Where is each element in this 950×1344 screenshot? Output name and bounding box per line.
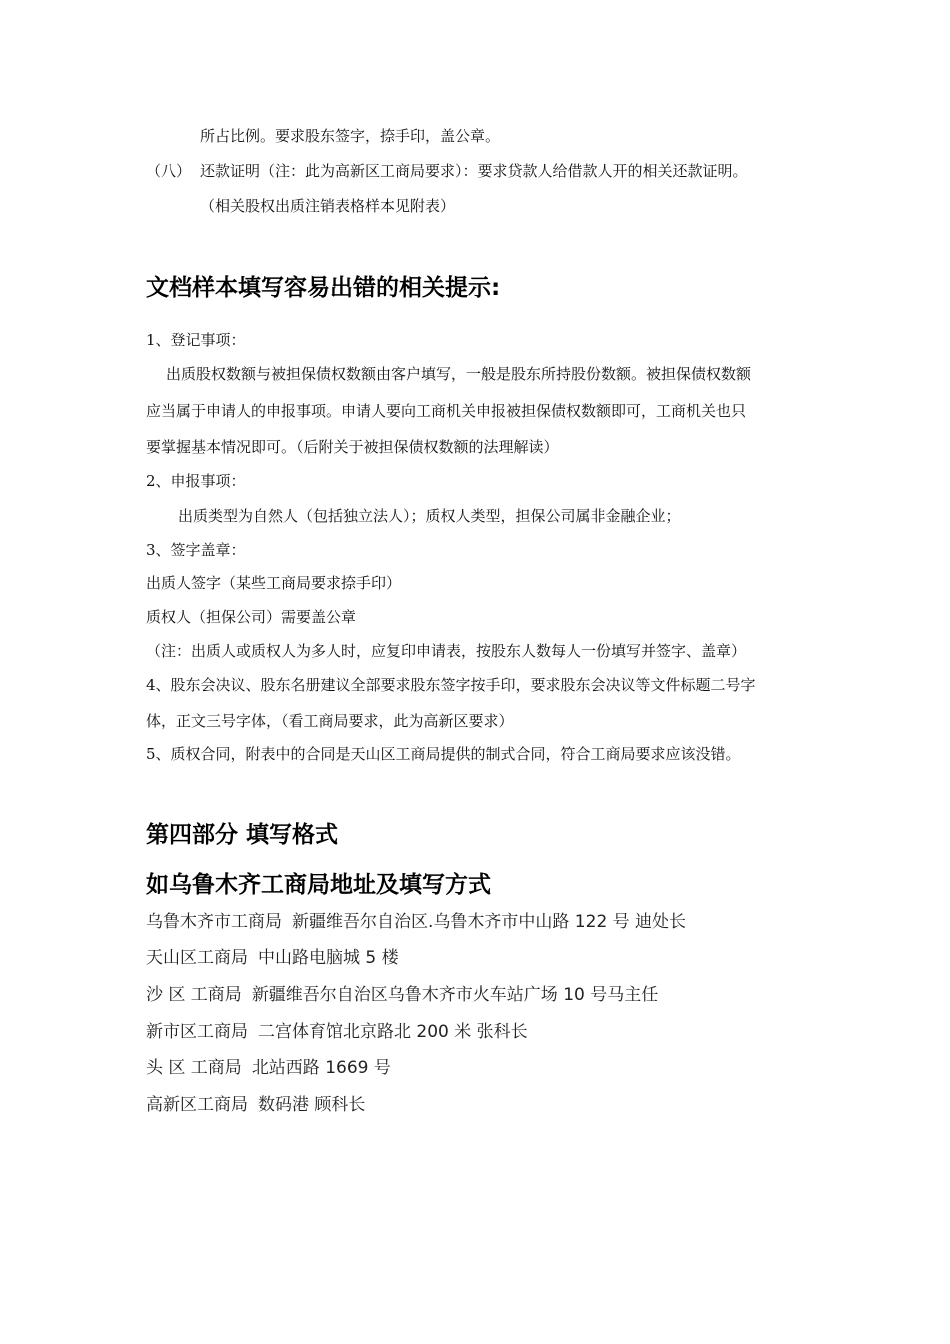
- address-row: [146, 911, 696, 933]
- address-detail: 数码港 顾科长: [258, 1095, 366, 1115]
- address-detail: 新疆维吾尔自治区乌鲁木齐市火车站广场 10 号马主任: [251, 985, 659, 1005]
- address-row: [146, 1094, 375, 1116]
- address-detail: 中山路电脑城 5 楼: [258, 948, 399, 968]
- tip-4-line-1: 4、股东会决议、股东名册建议全部要求股东签字按手印，要求股东会决议等文件标题二号字: [146, 676, 756, 694]
- tip-1-line-3: 要掌握基本情况即可。（后附关于被担保债权数额的法理解读）: [146, 438, 559, 456]
- tip-3-title: 3、签字盖章：: [146, 541, 246, 559]
- tip-3-line-3: （注：出质人或质权人为多人时，应复印申请表，按股东人数每人一份填写并签字、盖章）: [146, 642, 747, 660]
- part-4-subheading: 如乌鲁木齐工商局地址及填写方式: [146, 872, 491, 898]
- attachment-note: （相关股权出质注销表格样本见附表）: [200, 197, 456, 215]
- intro-line: 所占比例。要求股东签字，捺手印，盖公章。: [200, 127, 501, 145]
- item-8-text: 还款证明（注：此为高新区工商局要求）：要求贷款人给借款人开的相关还款证明。: [200, 162, 748, 180]
- address-detail: 二宫体育馆北京路北 200 米 张科长: [258, 1022, 528, 1042]
- address-office: 高新区工商局: [146, 1095, 248, 1115]
- tip-3-line-1: 出质人签字（某些工商局要求捺手印）: [146, 574, 402, 592]
- address-office: 乌鲁木齐市工商局: [146, 912, 282, 932]
- tip-2-title: 2、申报事项：: [146, 472, 246, 490]
- address-office: 头 区 工商局: [146, 1058, 242, 1078]
- address-row: [146, 984, 668, 1006]
- address-row: [146, 1021, 538, 1043]
- address-row: [146, 1057, 401, 1079]
- address-office: 沙 区 工商局: [146, 985, 242, 1005]
- address-detail: 北站西路 1669 号: [251, 1058, 391, 1078]
- tip-1-title: 1、登记事项：: [146, 331, 246, 349]
- part-4-heading: 第四部分 填写格式: [146, 822, 339, 848]
- address-office: 新市区工商局: [146, 1022, 248, 1042]
- item-8-marker: （八）: [146, 162, 192, 180]
- address-detail: 新疆维吾尔自治区.乌鲁木齐市中山路 122 号 迪处长: [292, 912, 687, 932]
- tips-heading: 文档样本填写容易出错的相关提示:: [146, 275, 501, 301]
- tip-5-line-1: 5、质权合同，附表中的合同是天山区工商局提供的制式合同，符合工商局要求应该没错。: [146, 745, 741, 763]
- tip-4-line-2: 体，正文三号字体，（看工商局要求，此为高新区要求）: [146, 712, 514, 730]
- tip-2-line-1: 出质类型为自然人（包括独立法人）；质权人类型，担保公司属非金融企业；: [178, 507, 681, 525]
- address-row: [146, 947, 409, 969]
- address-office: 天山区工商局: [146, 948, 248, 968]
- tip-1-line-1: 出质股权数额与被担保债权数额由客户填写，一般是股东所持股份数额。被担保债权数额: [166, 365, 752, 383]
- tip-3-line-2: 质权人（担保公司）需要盖公章: [146, 608, 357, 626]
- tip-1-line-2: 应当属于申请人的申报事项。申请人要向工商机关申报被担保债权数额即可，工商机关也只: [146, 402, 747, 420]
